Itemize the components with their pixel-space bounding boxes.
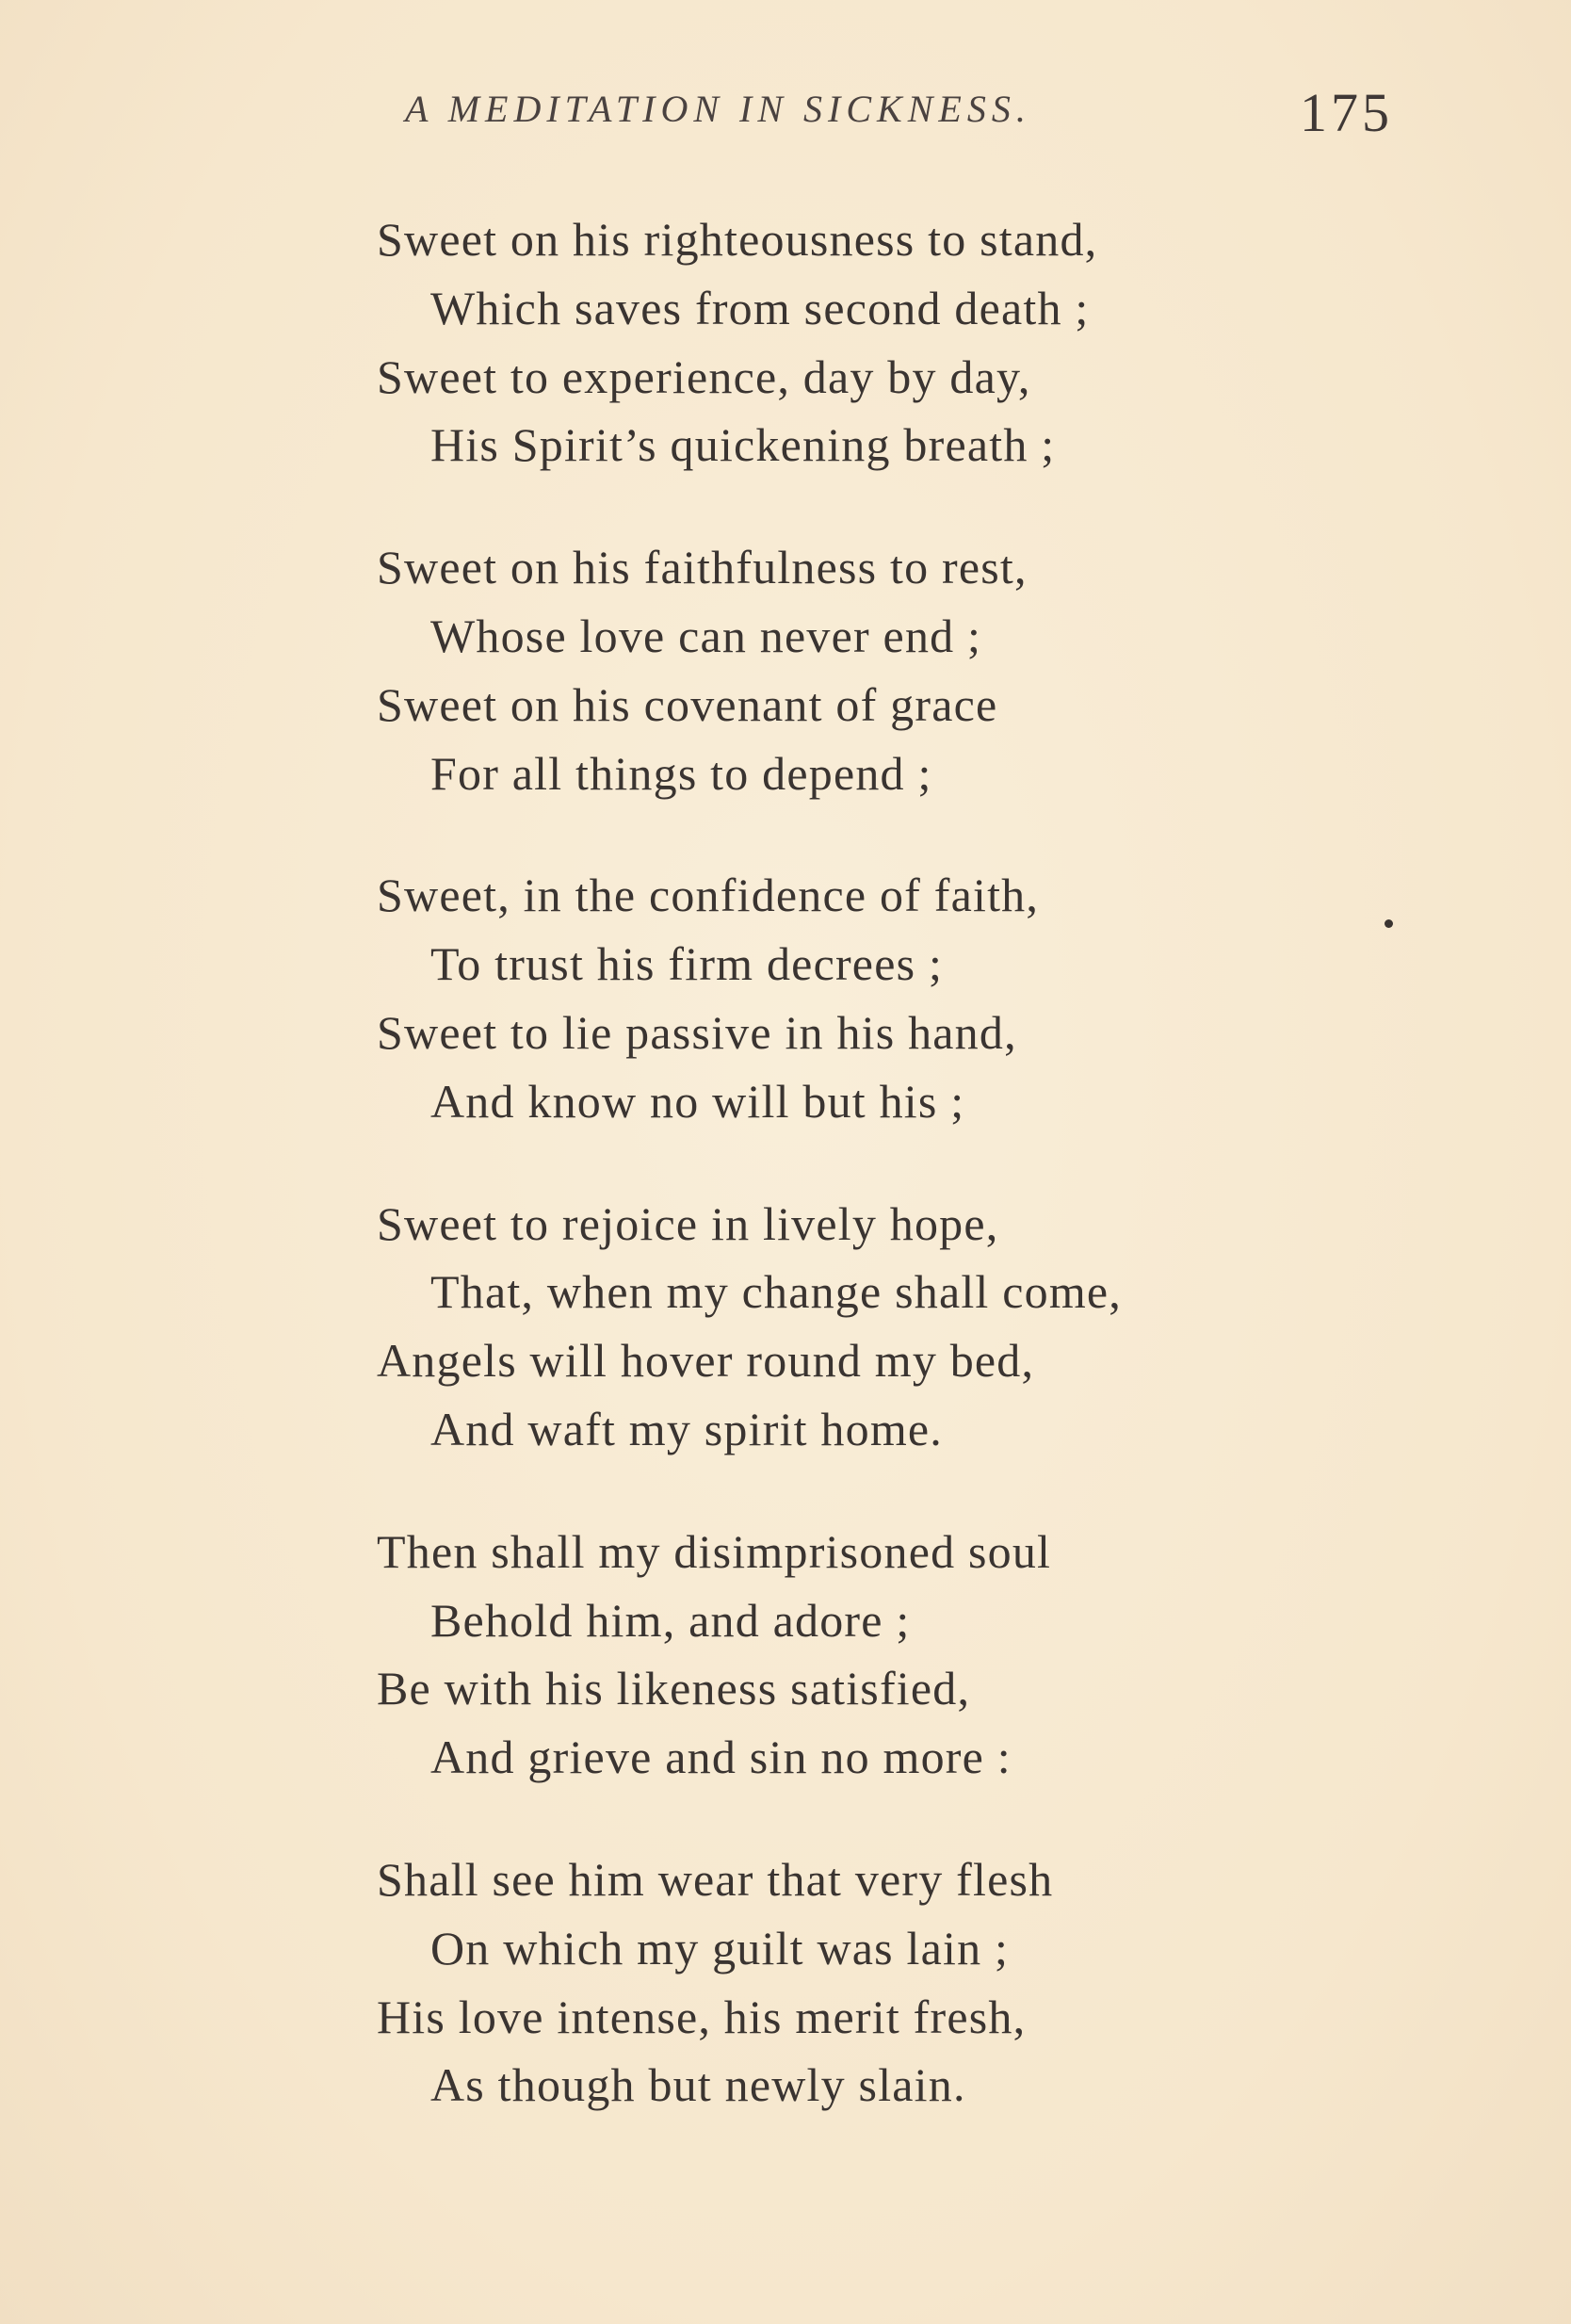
poem-line: Be with his likeness satisfied, <box>377 1662 971 1715</box>
poem-line: And grieve and sin no more : <box>430 1731 1012 1784</box>
poem-line: Angels will hover round my bed, <box>377 1334 1035 1388</box>
poem-line: Whose love can never end ; <box>430 609 982 662</box>
poem-line: His love intense, his merit fresh, <box>377 1990 1027 2043</box>
poem-line: Sweet on his faithfulness to rest, <box>377 541 1028 594</box>
poem-line: And know no will but his ; <box>430 1074 965 1128</box>
poem-line: Sweet on his righteousness to stand, <box>377 213 1098 266</box>
stanza-3 <box>377 861 1319 1135</box>
poem-line: For all things to depend ; <box>430 746 932 800</box>
poem-line: Sweet on his covenant of grace <box>377 677 998 731</box>
stanza-6 <box>377 1845 1319 2120</box>
poem-line: Which saves from second death ; <box>430 281 1090 334</box>
poem-line: And waft my spirit home. <box>430 1402 944 1455</box>
page-number: 175 <box>1300 82 1393 143</box>
poem-line: Behold him, and adore ; <box>430 1593 911 1647</box>
poem-line: On which my guilt was lain ; <box>430 1921 1010 1975</box>
running-head: A MEDITATION IN SICKNESS. <box>405 88 1031 130</box>
poem-line: That, when my change shall come, <box>430 1265 1123 1319</box>
poem-line: Sweet, in the confidence of faith, <box>377 869 1040 922</box>
poem-line: His Spirit’s quickening breath ; <box>430 418 1056 472</box>
poem-line: To trust his firm decrees ; <box>430 937 944 991</box>
poem-line: Sweet to experience, day by day, <box>377 349 1031 403</box>
stanza-5 <box>377 1518 1319 1792</box>
poem-line: Then shall my disimprisoned soul <box>377 1524 1052 1578</box>
stanza-4 <box>377 1190 1319 1464</box>
poem-line: Sweet to rejoice in lively hope, <box>377 1196 999 1250</box>
poem-body <box>377 205 1319 2173</box>
stanza-2 <box>377 533 1319 807</box>
poem-line: As though but newly slain. <box>430 2058 966 2112</box>
stanza-1 <box>377 205 1319 479</box>
ink-speck <box>1385 919 1393 928</box>
poem-line: Sweet to lie passive in his hand, <box>377 1005 1017 1059</box>
poem-line: Shall see him wear that very flesh <box>377 1852 1054 1906</box>
